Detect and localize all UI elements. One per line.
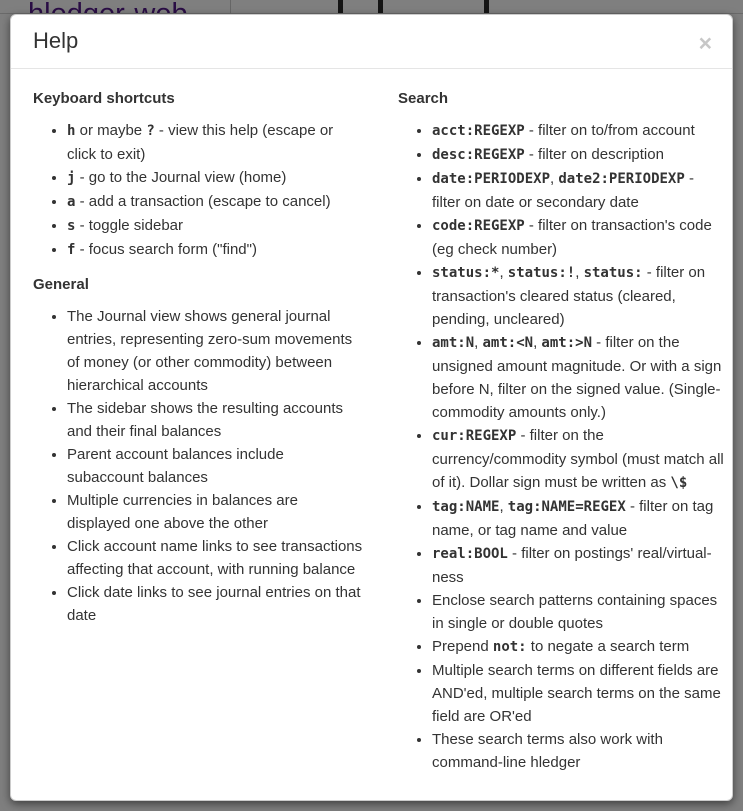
help-list-item: • cur:REGEXP - filter on the currency/commodity symbol (must match all of it). Dollar sign must be written as \$ [432,424,724,495]
help-list-item: • date:PERIODEXP, date2:PERIODEXP - filter on date or secondary date [432,167,724,214]
help-list-item: • The sidebar shows the resulting accounts and their final balances [67,397,363,443]
code-term: status:* [432,265,500,281]
code-term: acct:REGEXP [432,123,525,139]
help-list-item: • a - add a transaction (escape to cancel) [67,190,363,214]
help-modal [10,14,733,801]
help-list [33,119,363,262]
help-list-item: • j - go to the Journal view (home) [67,166,363,190]
code-term: s [67,218,76,234]
code-term: not: [492,639,527,655]
section-heading: Keyboard shortcuts [33,90,175,107]
help-list [33,305,363,627]
code-term: tag:NAME [432,499,500,515]
help-list-item: • s - toggle sidebar [67,214,363,238]
help-list-item: • code:REGEXP - filter on transaction's code (eg check number) [432,214,724,261]
code-term: cur:REGEXP [432,428,517,444]
code-term: amt:N [432,335,475,351]
modal-header [11,15,732,69]
help-list-item: • The Journal view shows general journal entries, representing zero-sum movements of money (or other commodity) between hierarchical accounts [67,305,363,397]
code-term: code:REGEXP [432,218,525,234]
left-column [33,90,363,774]
help-list-item: • Parent account balances include subaccount balances [67,443,363,489]
help-list-item: • Click date links to see journal entries on that date [67,581,363,627]
help-list-item: • Multiple search terms on different fields are AND'ed, multiple search terms on the same field are OR'ed [432,659,724,728]
help-list-item: • tag:NAME, tag:NAME=REGEX - filter on tag name, or tag name and value [432,495,724,542]
close-icon[interactable]: × [698,30,712,56]
code-term: amt:>N [541,335,592,351]
help-list-item: • amt:N, amt:<N, amt:>N - filter on the unsigned amount magnitude. Or with a sign before N, filter on the signed value. (Single-commodity amounts only.) [432,331,724,424]
help-list-item: • Click account name links to see transactions affecting that account, with running balance [67,535,363,581]
help-list-item: • desc:REGEXP - filter on description [432,143,724,167]
code-term: real:BOOL [432,546,508,562]
help-list-item: • These search terms also work with command-line hledger [432,728,724,774]
code-term: desc:REGEXP [432,147,525,163]
modal-title: Help [33,28,79,53]
code-term: amt:<N [482,335,534,351]
help-list-item: • real:BOOL - filter on postings' real/virtual-ness [432,542,724,589]
section-heading: Search [398,90,449,107]
code-term: ? [146,123,155,139]
code-term: f [67,242,76,258]
right-column [398,90,724,774]
section-heading: General [33,276,89,293]
code-term: \$ [670,475,688,491]
help-list-item: • Multiple currencies in balances are displayed one above the other [67,489,363,535]
code-term: h [67,123,76,139]
modal-body [11,69,732,774]
code-term: j [67,170,76,186]
code-term: date2:PERIODEXP [558,171,685,187]
code-term: status: [583,265,643,281]
code-term: status:! [507,265,576,281]
help-list-item: • Prepend not: to negate a search term [432,635,724,659]
code-term: a [67,194,76,210]
help-list [398,119,724,774]
help-list-item: • Enclose search patterns containing spaces in single or double quotes [432,589,724,635]
help-list-item: • h or maybe ? - view this help (escape or click to exit) [67,119,363,166]
help-list-item: • status:*, status:!, status: - filter on transaction's cleared status (cleared, pending, uncleared) [432,261,724,331]
code-term: tag:NAME=REGEX [507,499,626,515]
help-list-item: • acct:REGEXP - filter on to/from account [432,119,724,143]
help-list-item: • f - focus search form ("find") [67,238,363,262]
code-term: date:PERIODEXP [432,171,551,187]
